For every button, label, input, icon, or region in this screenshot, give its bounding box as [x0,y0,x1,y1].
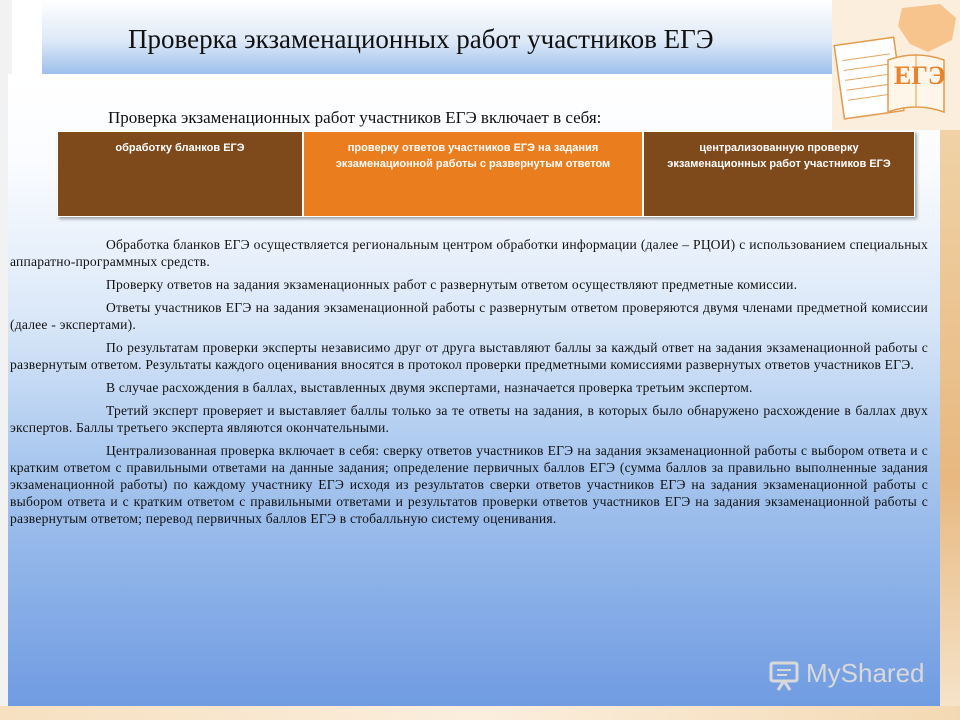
paragraph: Ответы участников ЕГЭ на задания экзаменационной работы с развернутым ответом проверяются двумя членами предметной комиссии (далее - экспертами). [10,300,928,332]
watermark-text: MyShared [806,658,925,688]
right-decor-strip [940,130,960,710]
paragraph: Проверку ответов на задания экзаменационных работ с развернутым ответом осуществляют предметные комиссии. [106,277,798,292]
paragraph: Третий эксперт проверяет и выставляет баллы только за те ответы на задания, в которых было обнаружено расхождение в баллах двух экспертов. Баллы третьего эксперта являются окончательными. [10,403,928,435]
bottom-decor-strip [0,706,960,720]
paragraph: Централизованная проверка включает в себя: сверку ответов участников ЕГЭ на задания экзаменационной работы с выбором ответа и с кратким ответом с правильными ответами на данные задания; определение первичных баллов ЕГЭ (сумма баллов за правильно выполненные задания экзаменационной работы) по каждому участнику ЕГЭ исходя из результатов сверки ответов участников ЕГЭ на задания экзаменационной работы с выбором ответа и с кратким ответом с правильными ответами и результатов проверки ответов участников ЕГЭ на задания экзаменационной работы с развернутым ответом; перевод первичных баллов ЕГЭ в стобалльную систему оценивания. [10,443,928,526]
presentation-icon [768,658,802,692]
components-row [57,131,915,219]
paragraph: Обработка бланков ЕГЭ осуществляется региональным центром обработки информации (далее – РЦОИ) с использованием специальных аппаратно-программных средств. [10,237,928,269]
paragraph: В случае расхождения в баллах, выставленных двумя экспертами, назначается проверка третьим экспертом. [106,380,753,395]
paragraph: По результатам проверки эксперты независимо друг от друга выставляют баллы за каждый ответ на задания экзаменационной работы с развернутым ответом. Результаты каждого оценивания вносятся в протокол проверки предметными комиссиями развернутых ответов участников ЕГЭ. [10,340,928,372]
watermark [768,656,928,696]
box-form-processing: обработку бланков ЕГЭ [57,131,303,217]
slide-title: Проверка экзаменационных работ участников ЕГЭ [128,24,714,54]
box-centralized-check: централизованную проверку экзаменационных работ участников ЕГЭ [643,131,915,217]
body-text [10,236,928,533]
ege-logo [832,0,960,130]
logo-text: ЕГЭ [894,61,946,90]
intro-line: Проверка экзаменационных работ участников ЕГЭ включает в себя: [108,108,602,127]
box-expert-check: проверку ответов участников ЕГЭ на задания экзаменационной работы с развернутым ответом [303,131,643,217]
